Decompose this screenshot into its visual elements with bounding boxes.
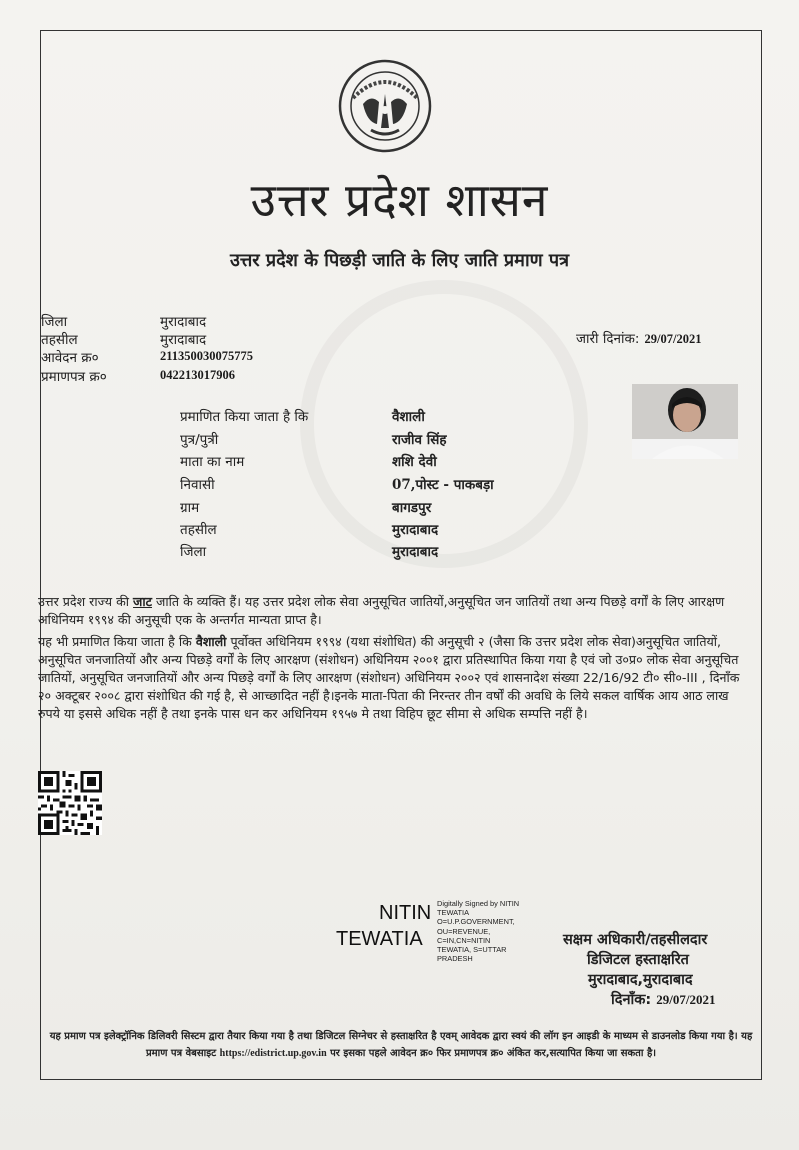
- up-government-seal-icon: [337, 58, 433, 154]
- cert-text-end: पूर्वोक्त अधिनियम १९९४ (यथा संशोधित) की अनुसूची २ (जैसा कि उत्तर प्रदेश लोक सेवा)अनुसूचित जातियों, अनुसूचित जनजातियों और अन्य पिछड़े वर्गों के लिए आरक्षण (संशोधन) अधिनियम २००१ द्वारा प्रतिस्थापित किया गया है एवं जो उ०प्र० लोक सेवा अनुसूचित जातियों, अनुसूचित जनजातियों और अन्य पिछड़े वर्गों के लिए आरक्षण (संशोधन) अधिनियम २००२ एवं शासनादेश संख्या 22/16/92 टी० सी०-III , दिनाँक २० अक्टूबर २००८ द्वारा संशोधित की गई है, से आच्छादित नहीं है।इनके माता-पिता की निरन्तर तीन वर्षों की अवधि के लिये सकल वार्षिक आय आठ लाख रुपये या इससे अधिक नहीं है तथा इनके पास धन कर अधिनियम १९५७ मे तथा विहिप छूट सीमा से अधिक सम्पत्ति नहीं है।: [38, 634, 740, 721]
- footer-text-start: यह प्रमाण पत्र इलेक्ट्रॉनिक डिलिवरी सिस्टम द्वारा तैयार किया गया है तथा डिजिटल सिग्नेचर से हस्ताक्षरित है एवम् आवेदक द्वारा स्वयं की लॉग इन आइडी के माध्यम से डाउनलोड किया गया है। यह प्रमाण पत्र वेबसाइट: [49, 1031, 753, 1059]
- detail-label-resident: निवासी: [180, 477, 215, 493]
- footer-text-end: पर इसका पहले आवेदन क्र० फिर प्रमाणपत्र क्र० अंकित कर,सत्यापित किया जा सकता है।: [326, 1048, 657, 1059]
- watermark-emblem: [300, 280, 588, 568]
- authority-designation: सक्षम अधिकारी/तहसीलदार: [563, 932, 708, 948]
- detail-value-mother: शशि देवी: [392, 454, 437, 470]
- district-value: मुरादाबाद: [160, 314, 207, 330]
- certification-paragraph: [38, 633, 748, 723]
- authority-date-label: दिनाँक:: [611, 992, 652, 1008]
- application-no-label: आवेदन क्र०: [41, 350, 99, 366]
- tehsil-label: तहसील: [41, 332, 78, 348]
- certificate-no-label: प्रमाणपत्र क्र०: [41, 369, 107, 385]
- issue-date-label: जारी दिनांक:: [576, 331, 640, 347]
- digital-signature-details: Digitally Signed by NITIN TEWATIA O=U.P.GOVERNMENT, OU=REVENUE, C=IN,CN=NITIN TEWATIA, S=UTTAR PRADESH: [437, 899, 520, 964]
- qr-code-icon: [38, 771, 102, 835]
- detail-value-resident: 07,पोस्ट - पाकबड़ा: [392, 477, 494, 493]
- detail-value-district: मुरादाबाद: [392, 544, 439, 560]
- cert-text-start: यह भी प्रमाणित किया जाता है कि: [38, 634, 196, 649]
- detail-label-tehsil: तहसील: [180, 522, 217, 538]
- detail-label-certified: प्रमाणित किया जाता है कि: [180, 409, 309, 425]
- detail-label-mother: माता का नाम: [180, 454, 245, 470]
- detail-label-village: ग्राम: [180, 500, 200, 516]
- applicant-photo: [632, 384, 738, 459]
- certificate-subtitle: उत्तर प्रदेश के पिछड़ी जाति के लिए जाति प्रमाण पत्र: [229, 250, 570, 271]
- certificate-no: 042213017906: [160, 368, 235, 382]
- caste-name: जाट: [133, 594, 153, 609]
- caste-paragraph: [38, 593, 748, 629]
- detail-value-name: वैशाली: [392, 409, 425, 425]
- page-title: उत्तर प्रदेश शासन: [250, 173, 549, 227]
- detail-value-father: राजीव सिंह: [392, 432, 447, 448]
- issue-date-value: 29/07/2021: [644, 332, 702, 346]
- application-no: 211350030075775: [160, 349, 254, 363]
- caste-text-end: जाति के व्यक्ति हैं। यह उत्तर प्रदेश लोक सेवा अनुसूचित जातियों,अनुसूचित जन जातियों तथा अन्य पिछड़े वर्गों के लिए आरक्षण अधिनियम १९९४ की अनुसूची एक के अन्तर्गत मान्यता प्राप्त है।: [38, 594, 725, 627]
- verification-url-link[interactable]: https://edistrict.up.gov.in: [219, 1048, 327, 1059]
- district-label: जिला: [41, 314, 68, 330]
- issue-date: [576, 328, 701, 347]
- detail-label-child-of: पुत्र/पुत्री: [180, 432, 219, 448]
- authority-digital-signed: डिजिटल हस्ताक्षरित: [587, 952, 689, 968]
- tehsil-value: मुरादाबाद: [160, 332, 207, 348]
- cert-person-name: वैशाली: [195, 634, 227, 649]
- signer-name-line2: TEWATIA: [336, 928, 423, 950]
- authority-date-value: 29/07/2021: [656, 992, 716, 1007]
- footer-note: [40, 1028, 762, 1062]
- detail-value-village: बागडपुर: [392, 500, 432, 516]
- authority-location: मुरादाबाद,मुरादाबाद: [588, 972, 693, 988]
- detail-value-tehsil: मुरादाबाद: [392, 522, 439, 538]
- signer-name-line1: NITIN: [379, 902, 432, 924]
- authority-date: [611, 989, 716, 1009]
- detail-label-district: जिला: [180, 544, 207, 560]
- caste-text-start: उत्तर प्रदेश राज्य की: [38, 594, 134, 609]
